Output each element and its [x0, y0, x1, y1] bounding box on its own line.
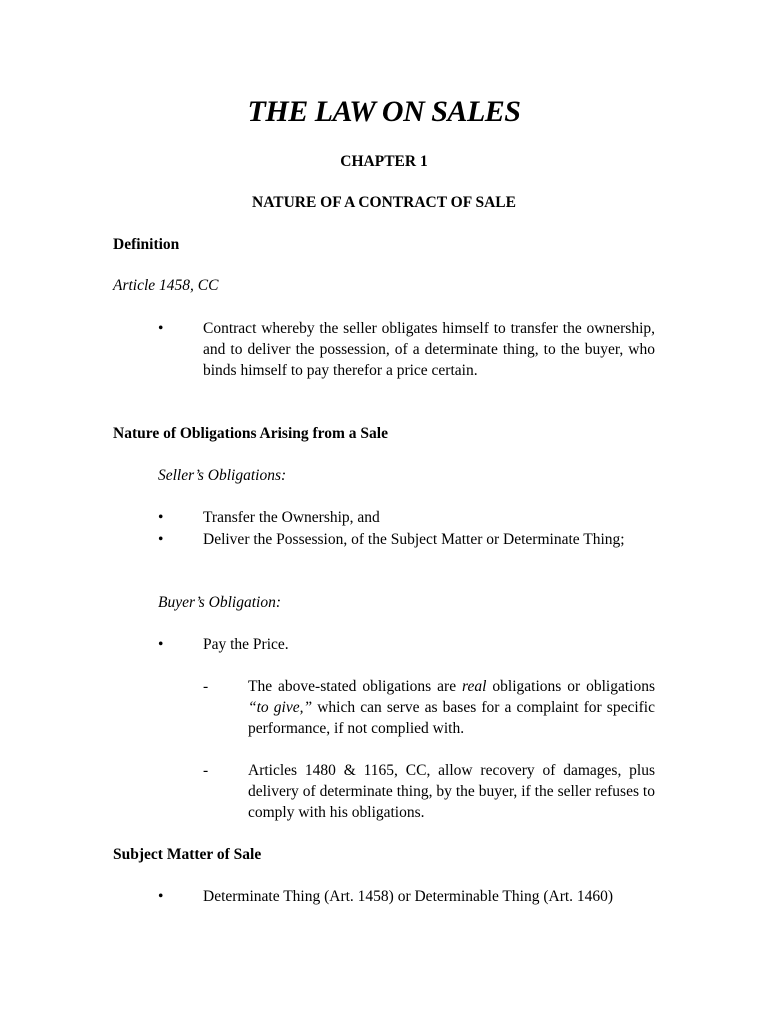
note-text: The above-stated obligations are: [248, 678, 463, 695]
note-item: [203, 760, 655, 823]
subject-matter-item-1: Determinate Thing (Art. 1458) or Determinable Thing (Art. 1460): [203, 888, 614, 905]
seller-obligation-1: Transfer the Ownership, and: [203, 509, 380, 526]
note-real-obligations: [248, 676, 655, 739]
list-item: [158, 507, 655, 528]
seller-obligations-label: Seller’s Obligations:: [158, 467, 287, 484]
buyer-obligation-1: Pay the Price.: [203, 636, 289, 653]
chapter-title: NATURE OF A CONTRACT OF SALE: [252, 194, 516, 211]
bullet-mark: •: [158, 888, 164, 905]
bullet-mark: •: [158, 531, 164, 548]
obligations-heading: Nature of Obligations Arising from a Sale: [113, 425, 388, 442]
list-item: [158, 529, 655, 550]
chapter-number: CHAPTER 1: [340, 153, 428, 170]
document-title: THE LAW ON SALES: [247, 95, 521, 128]
note-text: which can serve as bases for a complaint for specific performance, if not complied with.: [248, 699, 655, 737]
note-item: [203, 676, 655, 739]
subject-matter-heading: Subject Matter of Sale: [113, 846, 262, 863]
bullet-mark: •: [158, 320, 164, 337]
note-emphasis-to-give: “to give,”: [248, 699, 313, 716]
dash-mark: -: [203, 678, 209, 695]
list-item: [158, 886, 655, 907]
seller-obligation-2: Deliver the Possession, of the Subject Matter or Determinate Thing;: [203, 531, 625, 548]
definition-heading: Definition: [113, 236, 180, 253]
definition-bullet: [158, 318, 655, 381]
note-text: obligations or obligations: [486, 678, 655, 695]
bullet-mark: •: [158, 509, 164, 526]
list-item: [158, 634, 655, 655]
buyer-obligation-label: Buyer’s Obligation:: [158, 594, 281, 611]
note-emphasis-real: real: [462, 678, 487, 695]
dash-mark: -: [203, 762, 209, 779]
article-reference: Article 1458, CC: [113, 277, 219, 294]
definition-text: Contract whereby the seller obligates himself to transfer the ownership, and to deliver the possession, of a determinate thing, to the buyer, who binds himself to pay therefor a price certain.: [203, 320, 655, 379]
bullet-mark: •: [158, 636, 164, 653]
note-damages: Articles 1480 & 1165, CC, allow recovery of damages, plus delivery of determinate thing, by the buyer, if the seller refuses to comply with his obligations.: [248, 762, 655, 821]
